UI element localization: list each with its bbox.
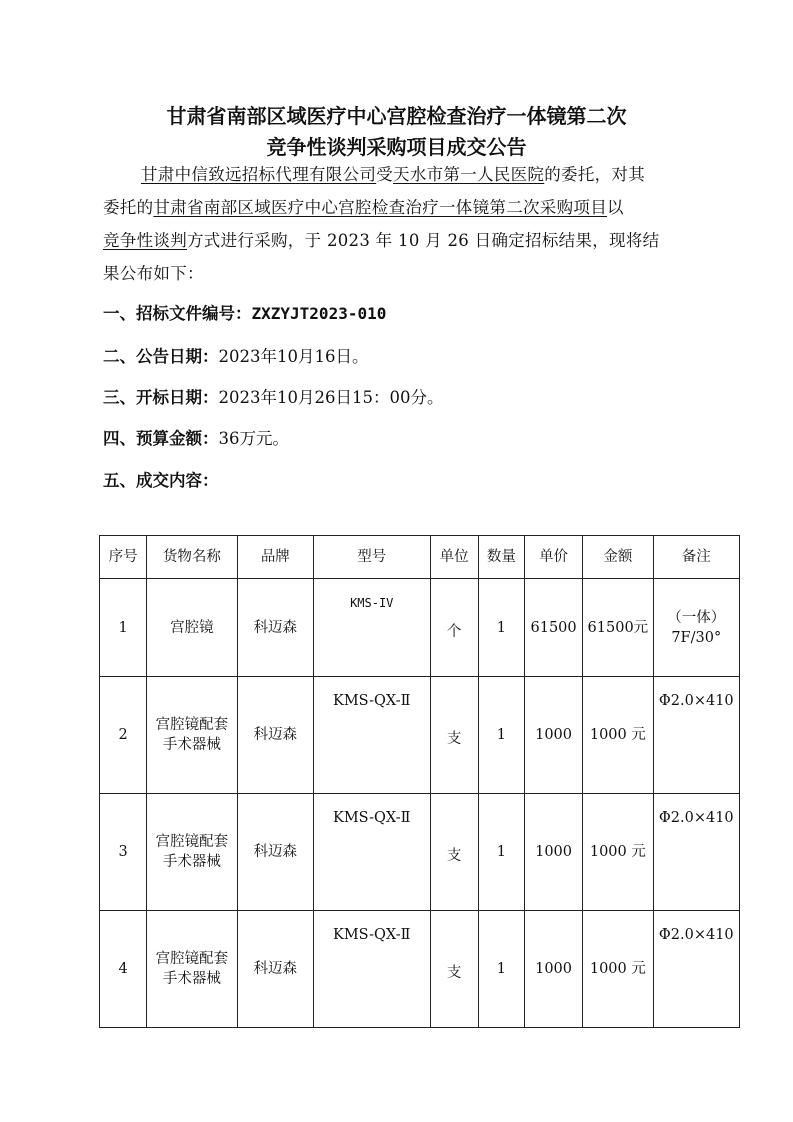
- cell-seq: 1: [100, 579, 147, 677]
- header-seq: 序号: [100, 536, 147, 579]
- item-label: 五、成交内容：: [103, 471, 219, 490]
- transaction-table: [99, 535, 740, 1028]
- intro-paragraph: [103, 158, 703, 290]
- item-budget-amount: [103, 425, 289, 449]
- item-transaction-content: [103, 467, 219, 491]
- item-label: 三、开标日期：: [103, 388, 219, 407]
- cell-note: Φ2.0×410: [653, 677, 739, 794]
- agent-name: 甘肃中信致远招标代理有限公司: [141, 165, 377, 184]
- table-row: [100, 794, 740, 911]
- header-name: 货物名称: [147, 536, 237, 579]
- cell-qty: 1: [478, 911, 524, 1028]
- header-model: 型号: [313, 536, 430, 579]
- header-brand: 品牌: [237, 536, 313, 579]
- cell-brand: 科迈森: [237, 579, 313, 677]
- document-title-line-2: 竞争性谈判采购项目成交公告: [266, 135, 527, 159]
- cell-model: KMS-IV: [313, 579, 430, 677]
- table-row: [100, 579, 740, 677]
- item-label: 四、预算金额：: [103, 429, 219, 448]
- intro-text-2: 的委托，对其: [544, 165, 646, 184]
- item-value: ZXZYJT2023-010: [251, 304, 387, 323]
- cell-unit: 支: [430, 677, 478, 794]
- cell-name: 宫腔镜配套手术器械: [147, 677, 237, 794]
- intro-text-3: 委托的: [103, 198, 154, 217]
- cell-note: （一体）7F/30°: [653, 579, 739, 677]
- table-row: [100, 911, 740, 1028]
- cell-price: 1000: [524, 794, 582, 911]
- item-value: 36万元。: [218, 429, 289, 448]
- item-announcement-date: [103, 343, 368, 367]
- cell-amount: 1000 元: [583, 677, 653, 794]
- intro-text-1: 受: [376, 165, 394, 184]
- cell-price: 1000: [524, 677, 582, 794]
- item-value: 2023年10月26日15：00分。: [218, 388, 444, 407]
- cell-brand: 科迈森: [237, 911, 313, 1028]
- header-unit: 单位: [430, 536, 478, 579]
- cell-model: KMS-QX-Ⅱ: [313, 677, 430, 794]
- item-label: 一、招标文件编号：: [103, 304, 252, 323]
- cell-unit: 支: [430, 794, 478, 911]
- cell-price: 61500: [524, 579, 582, 677]
- intro-text-6: 果公布如下：: [103, 264, 204, 283]
- item-value: 2023年10月16日。: [218, 347, 369, 366]
- cell-amount: 1000 元: [583, 794, 653, 911]
- cell-name: 宫腔镜: [147, 579, 237, 677]
- header-price: 单价: [524, 536, 582, 579]
- cell-amount: 1000 元: [583, 911, 653, 1028]
- cell-seq: 4: [100, 911, 147, 1028]
- cell-brand: 科迈森: [237, 794, 313, 911]
- document-title-line-1: 甘肃省南部区域医疗中心宫腔检查治疗一体镜第二次: [166, 104, 627, 128]
- item-bid-opening-date: [103, 384, 443, 408]
- cell-model: KMS-QX-Ⅱ: [313, 911, 430, 1028]
- cell-unit: 支: [430, 911, 478, 1028]
- cell-qty: 1: [478, 677, 524, 794]
- header-note: 备注: [653, 536, 739, 579]
- project-name: 甘肃省南部区域医疗中心宫腔检查治疗一体镜第二次采购项目: [153, 198, 608, 217]
- cell-name: 宫腔镜配套手术器械: [147, 911, 237, 1028]
- intro-text-5: 方式进行采购，于 2023 年 10 月 26 日确定招标结果，现将结: [187, 231, 660, 250]
- client-name: 天水市第一人民医院: [393, 165, 545, 184]
- cell-seq: 3: [100, 794, 147, 911]
- cell-amount: 61500元: [583, 579, 653, 677]
- cell-unit: 个: [430, 579, 478, 677]
- header-qty: 数量: [478, 536, 524, 579]
- cell-note: Φ2.0×410: [653, 911, 739, 1028]
- procurement-method: 竞争性谈判: [103, 231, 187, 250]
- table-row: [100, 677, 740, 794]
- header-amount: 金额: [583, 536, 653, 579]
- item-label: 二、公告日期：: [103, 347, 219, 366]
- cell-seq: 2: [100, 677, 147, 794]
- cell-qty: 1: [478, 794, 524, 911]
- item-bid-document-number: [103, 300, 386, 324]
- intro-text-4: 以: [607, 198, 624, 217]
- cell-qty: 1: [478, 579, 524, 677]
- cell-note: Φ2.0×410: [653, 794, 739, 911]
- cell-model: KMS-QX-Ⅱ: [313, 794, 430, 911]
- cell-brand: 科迈森: [237, 677, 313, 794]
- cell-name: 宫腔镜配套手术器械: [147, 794, 237, 911]
- table-header-row: [100, 536, 740, 579]
- cell-price: 1000: [524, 911, 582, 1028]
